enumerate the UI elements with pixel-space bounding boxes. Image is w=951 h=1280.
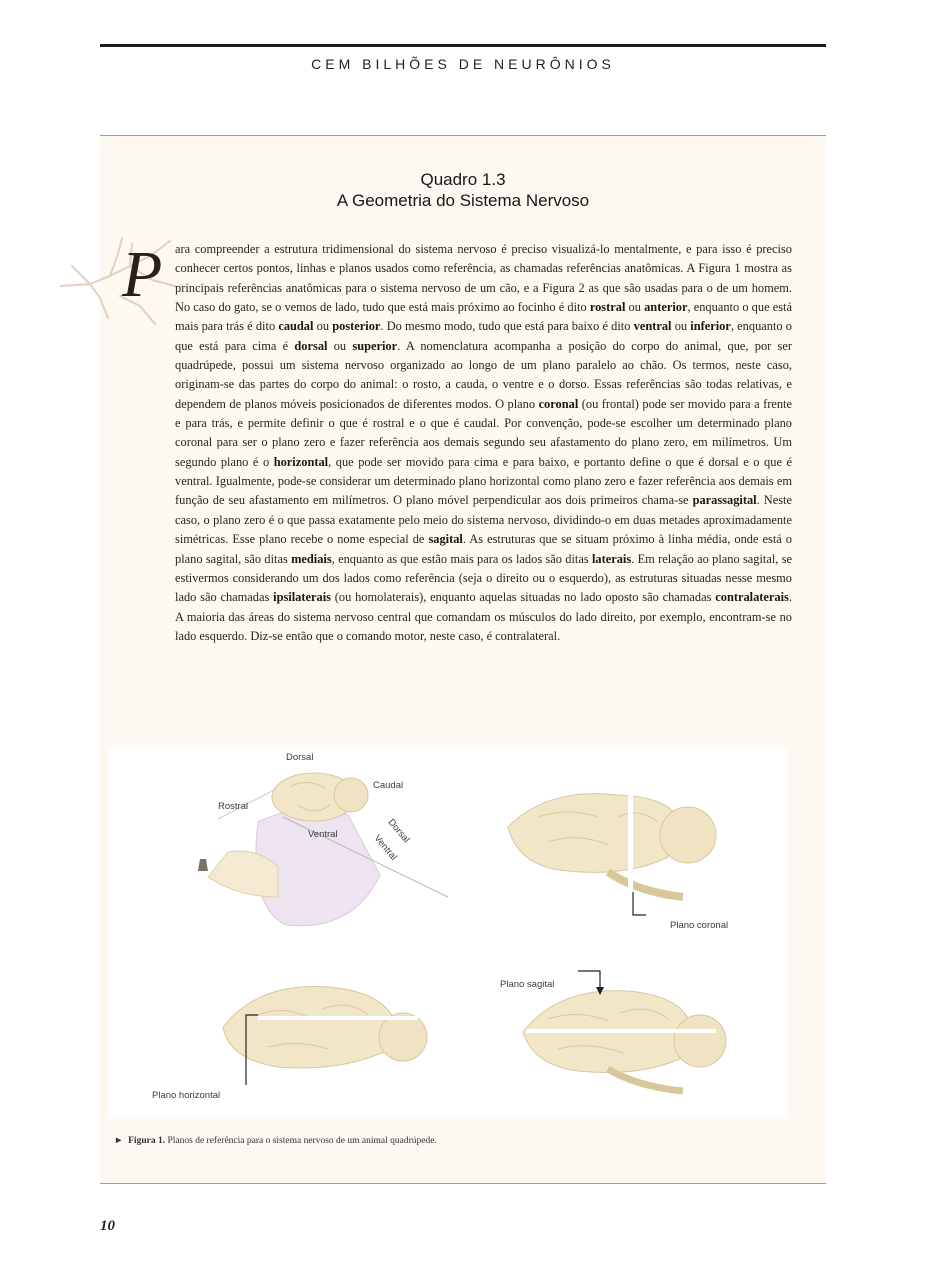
text-run: . A maioria das áreas do sistema nervoso central que comandam os músculos do lado direito, por exemplo, encontram-se no lado esquerdo. Diz-se então que o comando motor, neste caso, é contralateral. bbox=[175, 590, 792, 643]
label-ventral: Ventral bbox=[308, 829, 338, 840]
bold-term: ventral bbox=[633, 319, 672, 334]
bold-term: ipsilaterais bbox=[273, 590, 331, 605]
label-ventral-diagonal: Ventral bbox=[371, 833, 400, 863]
bold-term: posterior bbox=[332, 319, 381, 334]
figure-reference-planes bbox=[108, 747, 788, 1119]
label-plano-coronal: Plano coronal bbox=[670, 920, 729, 931]
figure-caption bbox=[114, 1136, 814, 1146]
caption-text: Planos de referência para o sistema nervoso de um animal quadrúpede. bbox=[165, 1136, 437, 1146]
running-title: CEM BILHÕES DE NEURÔNIOS bbox=[311, 56, 615, 72]
brain-coronal-plane bbox=[508, 793, 716, 915]
text-run: . Do mesmo modo, tudo que está para baixo é dito bbox=[380, 319, 634, 334]
bold-term: dorsal bbox=[294, 338, 328, 353]
body-paragraph bbox=[134, 240, 792, 646]
figure-illustration bbox=[108, 747, 788, 1119]
drop-cap-letter: P bbox=[122, 238, 163, 311]
text-run: . A nomenclatura acompanha a posição do corpo do animal, que, por ser quadrúpede, possui um sistema nervoso organizado ao longo de um plano paralelo ao chão. Os termos, neste caso, originam-se das partes do corpo do animal: o rosto, a cauda, o ventre e o dorso. Essas referências são todas relativas, e dependem de planos móveis posicionados de diferentes modos. O plano bbox=[175, 338, 792, 411]
text-run: . Em relação ao plano sagital, se estivermos considerando um dos lados como referência (seja o direito ou o esquerdo), as estruturas situadas nesse mesmo lado são chamadas bbox=[175, 551, 793, 605]
caption-arrow-icon: ► bbox=[114, 1136, 124, 1146]
bold-term: inferior bbox=[690, 319, 731, 334]
label-caudal: Caudal bbox=[373, 780, 404, 791]
caption-prefix: Figura 1. bbox=[128, 1136, 166, 1146]
bold-term: superior bbox=[352, 338, 398, 353]
box-title-heading: A Geometria do Sistema Nervoso bbox=[336, 191, 590, 210]
bold-term: horizontal bbox=[273, 454, 329, 469]
page-number: 10 bbox=[100, 1218, 115, 1234]
text-run: ou bbox=[313, 319, 333, 334]
bold-term: rostral bbox=[589, 300, 626, 315]
text-run: , que pode ser movido para cima e para baixo, e portanto define o que é dorsal e o que é ventral. Igualmente, pode-se considerar um determinado plano horizontal como plano zero e fazer referência aos demais em função de seu afastamento em milímetros. O plano móvel perpendicular aos dois primeiros chama-se bbox=[175, 454, 792, 508]
text-run: . Neste caso, o plano zero é o que passa exatamente pelo meio do sistema nervoso, dividindo-o em duas metades aproximadamente simétricas. Esse plano recebe o nome especial de bbox=[175, 493, 792, 547]
text-run: . As estruturas que se situam próximo à linha média, onde está o plano sagital, são ditas bbox=[175, 532, 792, 566]
bold-term: caudal bbox=[278, 319, 314, 334]
quadro-box bbox=[100, 135, 826, 1184]
text-run: ou bbox=[625, 300, 645, 315]
paragraph-text bbox=[134, 240, 792, 646]
bold-term: contralaterais bbox=[715, 590, 789, 605]
header-rule bbox=[100, 44, 826, 47]
text-run: , enquanto as que estão mais para os lados são ditas bbox=[331, 551, 592, 566]
box-title bbox=[100, 169, 826, 211]
label-rostral: Rostral bbox=[218, 801, 249, 812]
text-run: , enquanto o que está para cima é bbox=[175, 319, 792, 353]
label-dorsal: Dorsal bbox=[286, 752, 314, 763]
text-run: ara compreender a estrutura tridimensional do sistema nervoso é preciso visualizá-lo mentalmente, e para isso é preciso conhecer certos pontos, linhas e planos usados como referência, as chamadas referências anatômicas. A Figura 1 mostra as principais referências anatômicas para o sistema nervoso de um cão, e a Figura 2 as que são usadas para o de um homem. No caso do gato, se o vemos de lado, tudo que está mais próximo ao focinho é dito bbox=[175, 242, 792, 315]
box-title-number: Quadro 1.3 bbox=[420, 170, 506, 189]
bold-term: coronal bbox=[538, 396, 579, 411]
label-plano-sagital: Plano sagital bbox=[500, 979, 555, 990]
bold-term: sagital bbox=[428, 532, 463, 547]
label-dorsal-diagonal: Dorsal bbox=[385, 817, 412, 846]
bold-term: laterais bbox=[591, 551, 632, 566]
bold-term: parassagital bbox=[692, 493, 757, 508]
text-run: (ou frontal) pode ser movido para a frente e para trás, e permite definir o que é rostral e o que é caudal. Por convenção, pode-se escolher um determinado plano coronal para ser o plano zero e fazer referência aos demais segundo seu afastamento do plano zero, em milímetros. Um segundo plano é o bbox=[175, 396, 792, 469]
label-plano-horizontal: Plano horizontal bbox=[152, 1090, 221, 1101]
text-run: ou bbox=[327, 338, 353, 353]
text-run: , enquanto o que está mais para trás é dito bbox=[175, 300, 792, 334]
text-run: ou bbox=[671, 319, 691, 334]
bold-term: mediais bbox=[291, 551, 332, 566]
bold-term: anterior bbox=[644, 300, 688, 315]
brain-horizontal-plane bbox=[223, 987, 427, 1086]
text-run: (ou homolaterais), enquanto aquelas situadas no lado oposto são chamadas bbox=[330, 590, 716, 605]
dog-brain-illustration bbox=[198, 773, 448, 926]
